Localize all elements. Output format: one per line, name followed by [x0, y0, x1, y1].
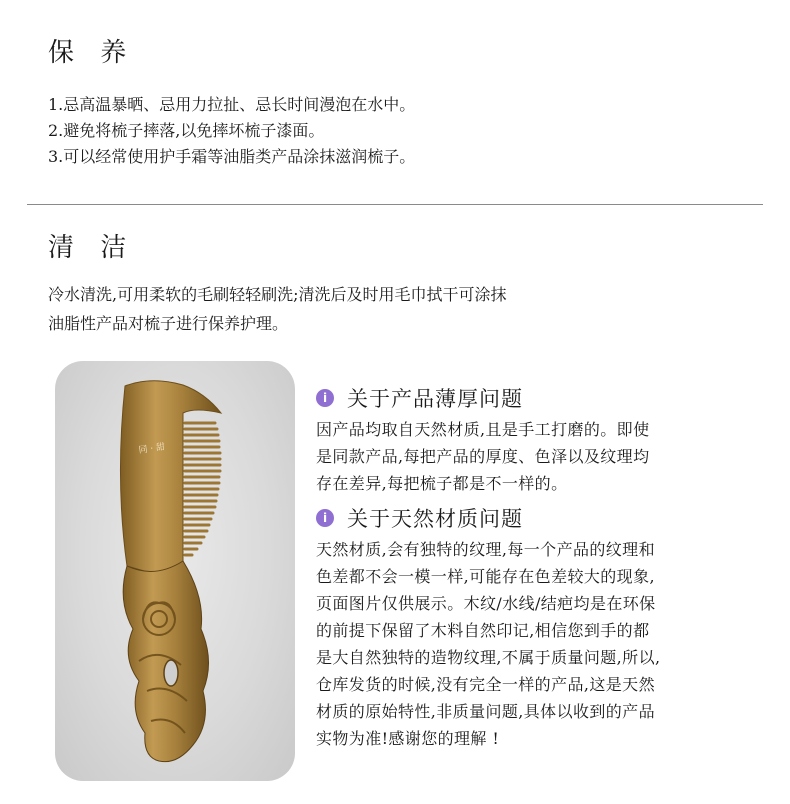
thickness-info-section	[316, 384, 650, 497]
info-line: 仓库发货的时候,没有完全一样的产品,这是天然	[316, 675, 655, 694]
info-title: 关于天然材质问题	[347, 507, 523, 531]
comb-teeth	[185, 423, 220, 555]
care-rules-list	[48, 92, 415, 170]
info-line: 色差都不会一模一样,可能存在色差较大的现象,	[316, 567, 655, 586]
clean-instructions	[48, 280, 688, 338]
info-line: 材质的原始特性,非质量问题,具体以收到的产品	[316, 702, 655, 721]
info-heading	[316, 504, 660, 532]
info-heading	[316, 384, 650, 412]
material-info-section	[316, 504, 660, 752]
info-body	[316, 416, 650, 497]
svg-text:同 · 甜: 同 · 甜	[138, 442, 166, 456]
care-section-title: 保 养	[48, 38, 136, 68]
info-title: 关于产品薄厚问题	[347, 387, 523, 411]
info-line: 是大自然独特的造物纹理,不属于质量问题,所以,	[316, 648, 661, 667]
clean-line: 油脂性产品对梳子进行保养护理。	[48, 314, 289, 333]
section-divider	[27, 204, 763, 205]
info-icon: i	[316, 389, 334, 407]
info-line: 页面图片仅供展示。木纹/水线/结疤均是在环保	[316, 594, 656, 613]
clean-line: 冷水清洗,可用柔软的毛刷轻轻刷洗;清洗后及时用毛巾拭干可涂抹	[48, 285, 507, 304]
info-line: 天然材质,会有独特的纹理,每一个产品的纹理和	[316, 540, 655, 559]
info-body	[316, 536, 660, 752]
info-line: 因产品均取自天然材质,且是手工打磨的。即使	[316, 420, 650, 439]
info-line: 实物为准!感谢您的理解 !	[316, 729, 500, 748]
info-icon: i	[316, 509, 334, 527]
product-photo	[55, 361, 295, 781]
care-rule: 2.避免将梳子摔落,以免摔坏梳子漆面。	[48, 121, 325, 140]
wooden-comb-image	[55, 361, 295, 781]
handle-hole	[164, 660, 178, 686]
clean-section-title: 清 洁	[48, 233, 136, 263]
info-line: 是同款产品,每把产品的厚度、色泽以及纹理均	[316, 447, 650, 466]
info-line: 的前提下保留了木料自然印记,相信您到手的都	[316, 621, 650, 640]
care-rule: 1.忌高温暴晒、忌用力拉扯、忌长时间漫泡在水中。	[48, 95, 416, 114]
care-rule: 3.可以经常使用护手霜等油脂类产品涂抹滋润梳子。	[48, 147, 416, 166]
info-line: 存在差异,每把梳子都是不一样的。	[316, 474, 568, 493]
